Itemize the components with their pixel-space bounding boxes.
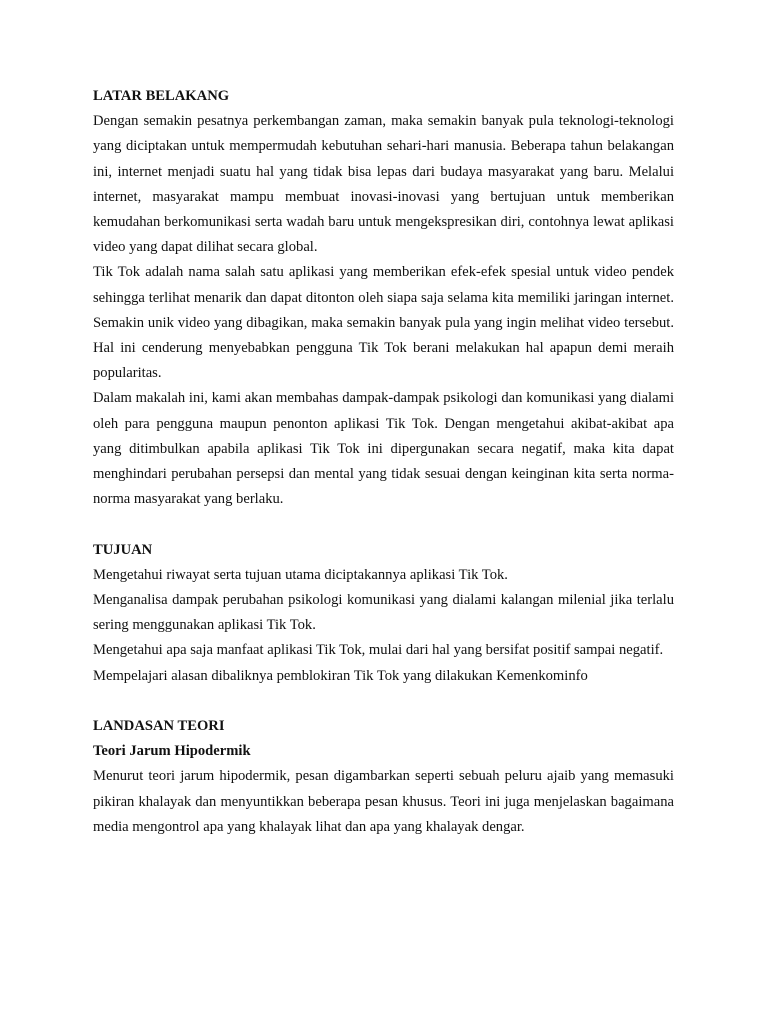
- paragraph: Dalam makalah ini, kami akan membahas dampak-dampak psikologi dan komunikasi yang dialami oleh para pengguna maupun penonton aplikasi Tik Tok. Dengan mengetahui akibat-akibat apa yang ditimbulkan apabila aplikasi Tik Tok ini dipergunakan secara negatif, maka kita dapat menghindari perubahan persepsi dan mental yang tidak sesuai dengan keinginan kita serta norma-norma masyarakat yang berlaku.: [93, 390, 674, 508]
- section-subheading: Teori Jarum Hipodermik: [93, 743, 251, 760]
- paragraph: Tik Tok adalah nama salah satu aplikasi yang memberikan efek-efek spesial untuk video pendek sehingga terlihat menarik dan dapat ditonton oleh siapa saja selama kita memiliki jaringan internet. Semakin unik video yang dibagikan, maka semakin banyak pula yang ingin melihat video tersebut. Hal ini cenderung menyebabkan pengguna Tik Tok berani melakukan hal apapun demi meraih popularitas.: [93, 264, 674, 382]
- paragraph: Mengetahui riwayat serta tujuan utama diciptakannya aplikasi Tik Tok.: [93, 566, 508, 583]
- section-landasan-teori: [93, 714, 674, 840]
- paragraph: Dengan semakin pesatnya perkembangan zaman, maka semakin banyak pula teknologi-teknologi yang diciptakan untuk mempermudah kebutuhan sehari-hari manusia. Beberapa tahun belakangan ini, internet menjadi suatu hal yang tidak bisa lepas dari budaya masyarakat yang baru. Melalui internet, masyarakat mampu membuat inovasi-inovasi yang bertujuan untuk memberikan kemudahan berkomunikasi serta wadah baru untuk mengekspresikan diri, contohnya lewat aplikasi video yang dapat dilihat secara global.: [93, 113, 674, 256]
- paragraph: Menurut teori jarum hipodermik, pesan digambarkan seperti sebuah peluru ajaib yang memasuki pikiran khalayak dan menyuntikkan beberapa pesan khusus. Teori ini juga menjelaskan bagaimana media mengontrol apa yang khalayak lihat dan apa yang khalayak dengar.: [93, 768, 674, 835]
- paragraph: Mempelajari alasan dibaliknya pemblokiran Tik Tok yang dilakukan Kemenkominfo: [93, 667, 588, 684]
- section-heading: LATAR BELAKANG: [93, 88, 230, 104]
- section-tujuan: [93, 538, 674, 689]
- document-page: [93, 84, 674, 840]
- paragraph: Mengetahui apa saja manfaat aplikasi Tik Tok, mulai dari hal yang bersifat positif sampai negatif.: [93, 642, 664, 659]
- section-heading: LANDASAN TEORI: [93, 718, 225, 735]
- section-heading: TUJUAN: [93, 541, 153, 558]
- paragraph: Menganalisa dampak perubahan psikologi komunikasi yang dialami kalangan milenial jika terlalu sering menggunakan aplikasi Tik Tok.: [93, 592, 674, 634]
- section-latar-belakang: [93, 84, 674, 512]
- section-spacer: [93, 689, 674, 714]
- section-spacer: [93, 512, 674, 537]
